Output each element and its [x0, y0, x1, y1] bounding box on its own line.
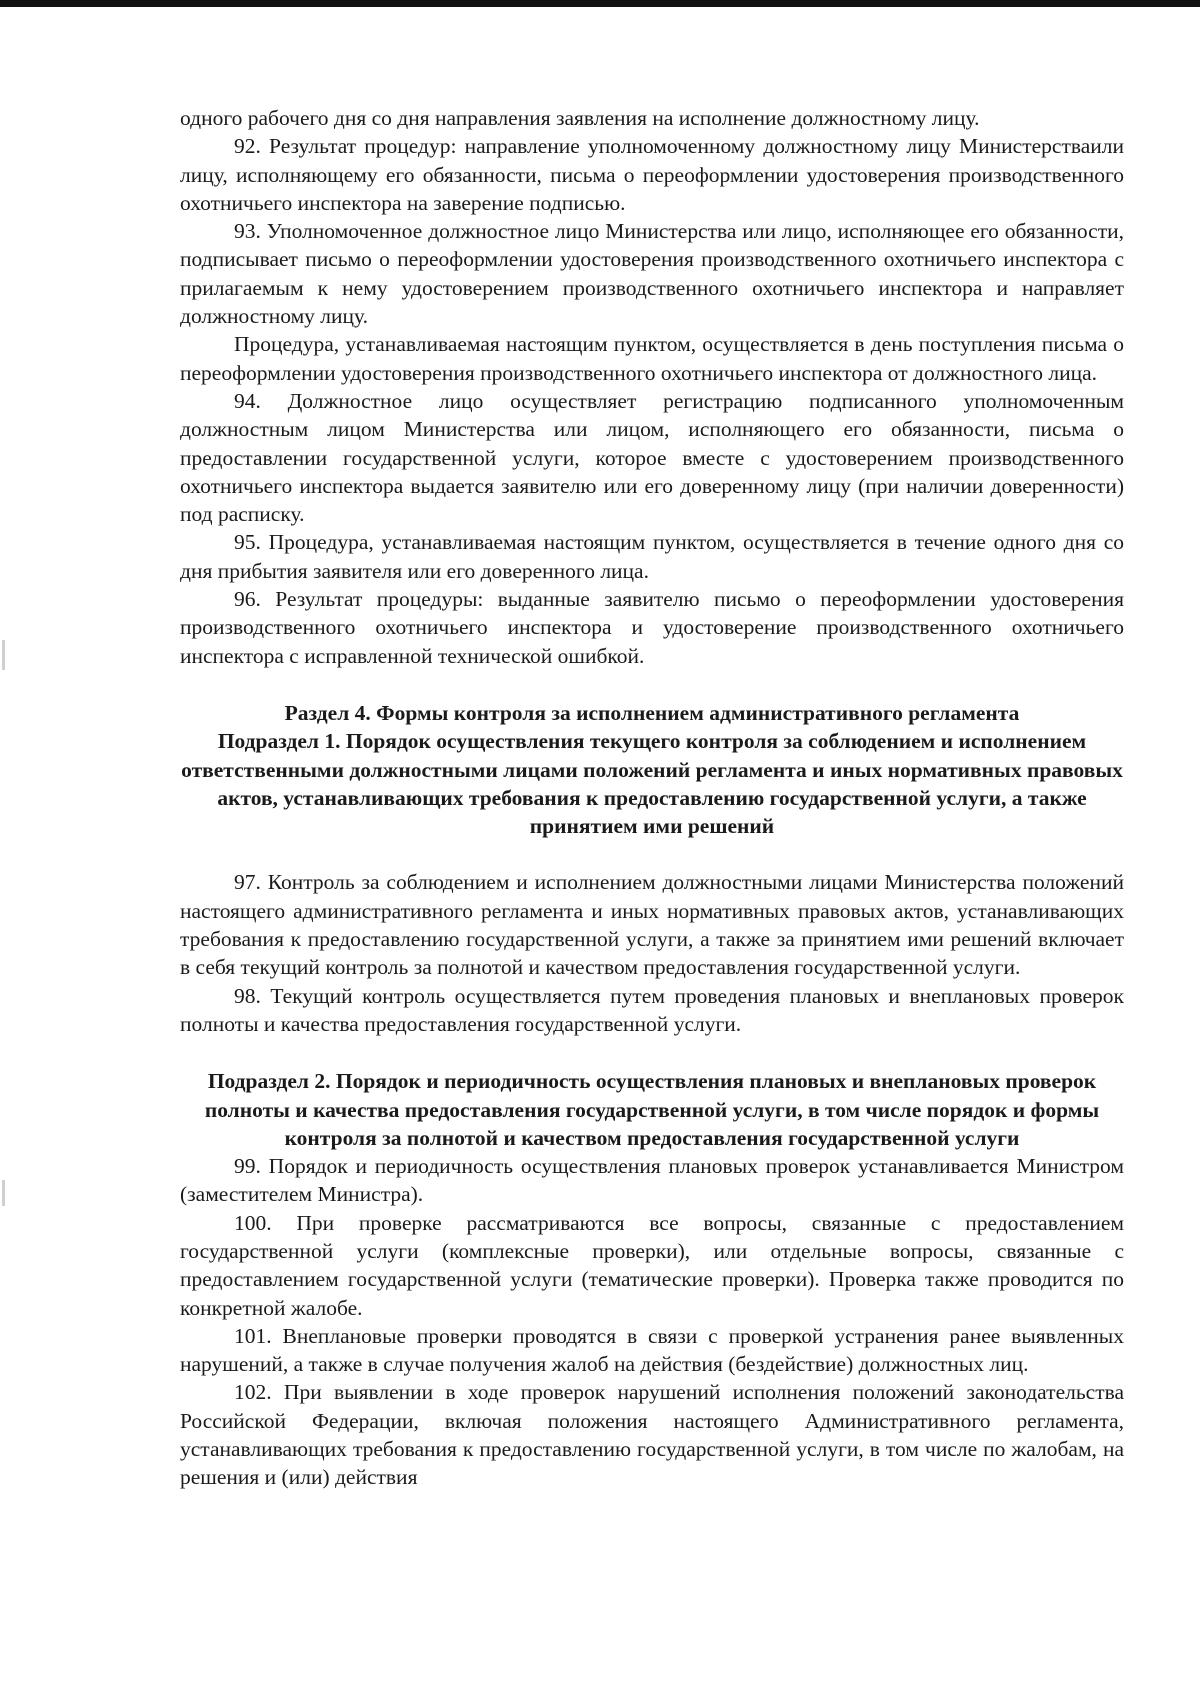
paragraph-99: 99. Порядок и периодичность осуществления плановых проверок устанавливается Министром (заместителем Министра).: [180, 1154, 1124, 1207]
paragraph-102: 102. При выявлении в ходе проверок нарушений исполнения положений законодательства Российской Федерации, включая положения настоящего Административного регламента, устанавливающих требования к предоставлению государственной услуги, в том числе по жалобам, на решения и (или) действия: [180, 1380, 1124, 1490]
paragraph-94: 94. Должностное лицо осуществляет регистрацию подписанного уполномоченным должностным лицом Министерства или лицом, исполняющего его обязанности, письма о предоставлении государственной услуги, которое вместе с удостоверением производственного охотничьего инспектора выдается заявителю или его доверенному лицу (при наличии доверенности) под расписку.: [180, 388, 1124, 527]
section-4-title: Раздел 4. Формы контроля за исполнением административного регламента: [284, 700, 1020, 725]
scan-edge-mark: [2, 1180, 5, 1206]
paragraph-101: 101. Внеплановые проверки проводятся в связи с проверкой устранения ранее выявленных нарушений, а также в случае получения жалоб на действия (бездействие) должностных лиц.: [180, 1323, 1124, 1377]
paragraph-93: 93. Уполномоченное должностное лицо Министерства или лицо, исполняющее его обязанности, подписывает письмо о переоформлении удостоверения производственного охотничьего инспектора с прилагаемым к нему удостоверением производственного охотничьего инспектора и направляет должностному лицу.: [180, 219, 1124, 329]
paragraph-92: 92. Результат процедур: направление уполномоченному должностному лицу Министерстваили лицу, исполняющему его обязанности, письма о переоформлении удостоверения производственного охотничьего инспектора на заверение подписью.: [180, 134, 1124, 215]
document-page: [180, 104, 1124, 1492]
paragraph-98: 98. Текущий контроль осуществляется путем проведения плановых и внеплановых проверок полноты и качества предоставления государственной услуги.: [180, 983, 1124, 1036]
scan-top-edge: [0, 0, 1200, 7]
paragraph-100: 100. При проверке рассматриваются все вопросы, связанные с предоставлением государственной услуги (комплексные проверки), или отдельные вопросы, связанные с предоставлением государственной услуги (тематические проверки). Проверка также проводится по конкретной жалобе.: [180, 1210, 1124, 1320]
subsection-2-heading-block: [180, 1067, 1124, 1152]
paragraph-96: 96. Результат процедуры: выданные заявителю письмо о переоформлении удостоверения производственного охотничьего инспектора и удостоверение производственного охотничьего инспектора с исправленной технической ошибкой.: [180, 587, 1124, 668]
section-4-heading-block: [180, 699, 1124, 840]
subsection-1-title: Подраздел 1. Порядок осуществления текущего контроля за соблюдением и исполнением ответственными должностными лицами положений регламента и иных нормативных правовых актов, устанавливающих требования к предоставлению государственной услуги, а также принятием ими решений: [181, 729, 1123, 839]
scan-edge-mark: [2, 640, 5, 670]
paragraph-95: 95. Процедура, устанавливаемая настоящим пунктом, осуществляется в течение одного дня со дня прибытия заявителя или его доверенного лица.: [180, 530, 1124, 583]
paragraph-91-continuation: одного рабочего дня со дня направления заявления на исполнение должностному лицу.: [180, 106, 980, 130]
subsection-2-title: Подраздел 2. Порядок и периодичность осуществления плановых и внеплановых проверок полноты и качества предоставления государственной услуги, в том числе порядок и формы контроля за полнотой и качеством предоставления государственной услуги: [204, 1069, 1100, 1150]
paragraph-93-procedure: Процедура, устанавливаемая настоящим пунктом, осуществляется в день поступления письма о переоформлении удостоверения производственного охотничьего инспектора от должностного лица.: [180, 332, 1124, 385]
paragraph-97: 97. Контроль за соблюдением и исполнением должностными лицами Министерства положений настоящего административного регламента и иных нормативных правовых актов, устанавливающих требования к предоставлению государственной услуги, а также за принятием ими решений включает в себя текущий контроль за полнотой и качеством предоставления государственной услуги.: [180, 870, 1124, 980]
